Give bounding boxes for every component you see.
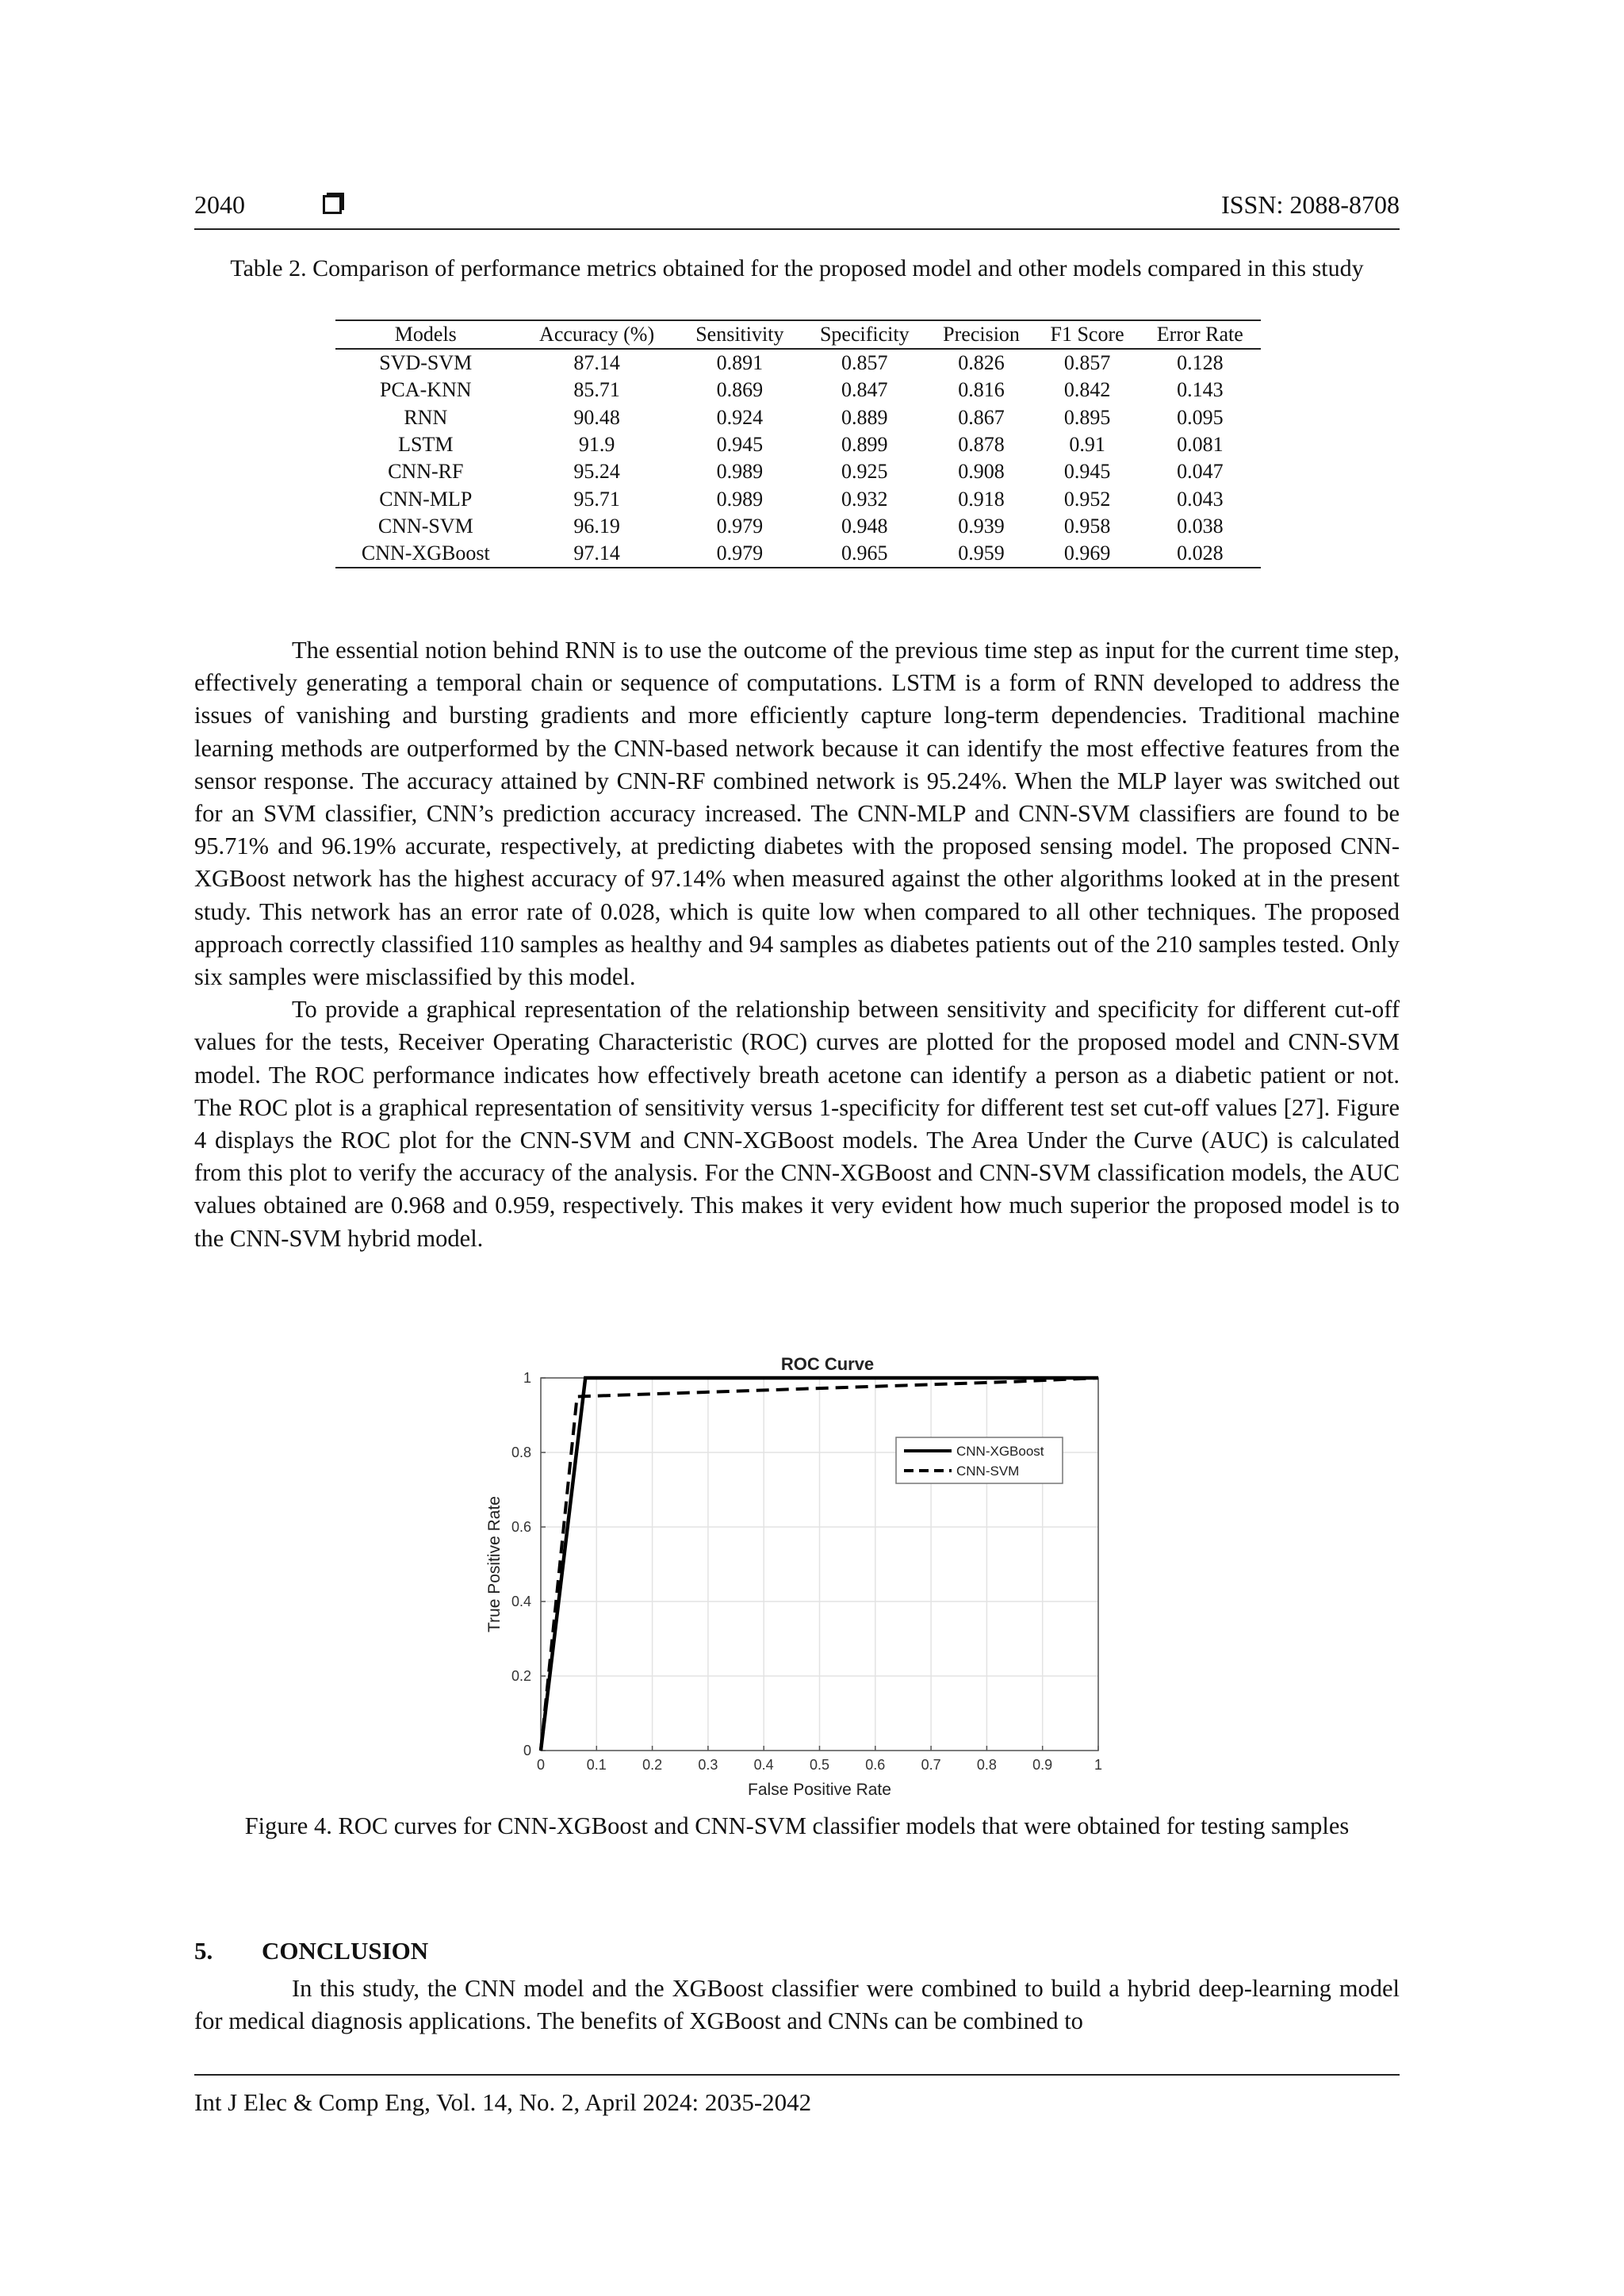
metric-cell: 0.924 bbox=[716, 405, 764, 429]
metric-cell: 0.939 bbox=[958, 514, 1005, 538]
metric-cell: 0.895 bbox=[1063, 405, 1111, 429]
metric-cell: 0.945 bbox=[716, 433, 764, 457]
metric-cell: 87.14 bbox=[573, 351, 620, 375]
table-row bbox=[335, 377, 1261, 404]
table-caption: Table 2. Comparison of performance metrics obtained for the proposed model and other models compared in this study bbox=[230, 255, 1364, 281]
metric-cell: 0.959 bbox=[928, 540, 1036, 568]
paragraph: The essential notion behind RNN is to use the outcome of the previous time step as input for the current time step, effectively generating a temporal chain or sequence of computations. LSTM is a form of RNN developed to address the issues of vanishing and bursting gradients and more efficiently capture long-term dependencies. Traditional machine learning methods are outperformed by the CNN-based network because it can identify the most effective features from the sensor response. The accuracy attained by CNN-RF combined network is 95.24%. When the MLP layer was switched out for an SVM classifier, CNN’s prediction accuracy increased. The CNN-MLP and CNN-SVM classifiers are found to be 95.71% and 96.19% accurate, respectively, at predicting diabetes with the proposed sensing model. The proposed CNN-XGBoost network has the highest accuracy of 97.14% when measured against the other algorithms looked at in the present study. This network has an error rate of 0.028, which is quite low when compared to all other techniques. The proposed approach correctly classified 110 samples as healthy and 94 samples as diabetes patients out of the 210 samples tested. Only six samples were misclassified by this model. bbox=[194, 637, 1400, 991]
metric-cell: 0.816 bbox=[958, 378, 1005, 402]
x-tick-label: 0.4 bbox=[753, 1757, 774, 1773]
column-header: Models bbox=[335, 320, 516, 349]
column-header: F1 Score bbox=[1036, 320, 1139, 349]
metric-cell: 0.945 bbox=[1063, 460, 1111, 484]
metric-cell: 0.952 bbox=[1063, 487, 1111, 511]
metric-cell: 0.047 bbox=[1177, 460, 1224, 484]
y-tick-label: 0 bbox=[523, 1743, 531, 1758]
x-tick-label: 0.3 bbox=[698, 1757, 718, 1773]
x-tick-label: 0.2 bbox=[642, 1757, 663, 1773]
metric-cell: 0.979 bbox=[716, 514, 764, 538]
metric-cell: 0.969 bbox=[1036, 540, 1139, 568]
metric-cell: 0.932 bbox=[841, 487, 888, 511]
metric-cell: 0.043 bbox=[1177, 487, 1224, 511]
page-header bbox=[194, 190, 1400, 230]
model-name-cell: LSTM bbox=[398, 433, 454, 457]
table-row bbox=[335, 513, 1261, 540]
metric-cell: 0.925 bbox=[841, 460, 888, 484]
table-row bbox=[335, 349, 1261, 377]
column-header: Accuracy (%) bbox=[516, 320, 678, 349]
metric-cell: 0.081 bbox=[1177, 433, 1224, 457]
metric-cell: 0.847 bbox=[841, 378, 888, 402]
conclusion-text bbox=[194, 1973, 1400, 2038]
chart-title: ROC Curve bbox=[780, 1354, 875, 1374]
section-number: 5. bbox=[194, 1937, 213, 1965]
metric-cell: 0.989 bbox=[716, 460, 764, 484]
section-heading bbox=[194, 1937, 428, 1965]
metric-cell: 0.842 bbox=[1063, 378, 1111, 402]
paragraph: To provide a graphical representation of the relationship between sensitivity and specificity for different cut-off values for the tests, Receiver Operating Characteristic (ROC) curves are plotted for the proposed model and CNN-SVM model. The ROC performance indicates how effectively breath acetone can identify a person as a diabetic patient or not. The ROC plot is a graphical representation of sensitivity versus 1-specificity for different test set cut-off values [27]. Figure 4 displays the ROC plot for the CNN-SVM and CNN-XGBoost models. The Area Under the Curve (AUC) is calculated from this plot to verify the accuracy of the analysis. For the CNN-XGBoost and CNN-SVM classification models, the AUC values obtained are 0.968 and 0.959, respectively. This makes it very evident how much superior the proposed model is to the CNN-SVM hybrid model. bbox=[194, 996, 1400, 1252]
metric-cell: 0.143 bbox=[1177, 378, 1224, 402]
body-text bbox=[194, 634, 1400, 1255]
table-header-row bbox=[335, 320, 1261, 349]
metric-cell: 95.24 bbox=[573, 460, 620, 484]
section-title: CONCLUSION bbox=[262, 1937, 429, 1965]
metric-cell: 0.878 bbox=[958, 433, 1005, 457]
x-tick-label: 1 bbox=[1094, 1757, 1103, 1773]
y-tick-label: 0.4 bbox=[511, 1594, 531, 1609]
x-tick-label: 0.7 bbox=[921, 1757, 941, 1773]
metric-cell: 90.48 bbox=[573, 405, 620, 429]
metric-cell: 0.958 bbox=[1063, 514, 1111, 538]
metric-cell: 97.14 bbox=[516, 540, 678, 568]
model-name-cell: CNN-XGBoost bbox=[335, 540, 516, 568]
roc-chart bbox=[476, 1348, 1110, 1800]
metric-cell: 0.038 bbox=[1177, 514, 1224, 538]
column-header: Precision bbox=[928, 320, 1036, 349]
column-header: Error Rate bbox=[1139, 320, 1261, 349]
metric-cell: 0.891 bbox=[716, 351, 764, 375]
metric-cell: 0.948 bbox=[841, 514, 888, 538]
x-tick-label: 0.8 bbox=[976, 1757, 997, 1773]
metric-cell: 0.908 bbox=[958, 460, 1005, 484]
x-tick-label: 0 bbox=[536, 1757, 546, 1773]
metric-cell: 0.857 bbox=[1063, 351, 1111, 375]
legend-label: CNN-SVM bbox=[956, 1464, 1020, 1479]
x-tick-label: 0.5 bbox=[809, 1757, 830, 1773]
y-tick-label: 1 bbox=[523, 1370, 531, 1386]
metric-cell: 0.826 bbox=[958, 351, 1005, 375]
column-header: Sensitivity bbox=[678, 320, 802, 349]
metric-cell: 0.91 bbox=[1069, 433, 1105, 457]
legend-label: CNN-XGBoost bbox=[956, 1444, 1044, 1459]
table-row bbox=[335, 458, 1261, 485]
metric-cell: 96.19 bbox=[573, 514, 620, 538]
metric-cell: 0.128 bbox=[1177, 351, 1224, 375]
model-name-cell: SVD-SVM bbox=[379, 351, 473, 375]
model-name-cell: CNN-RF bbox=[388, 460, 464, 484]
figure-caption: Figure 4. ROC curves for CNN-XGBoost and CNN-SVM classifier models that were obtained for testing samples bbox=[244, 1812, 1350, 1839]
metric-cell: 0.028 bbox=[1139, 540, 1261, 568]
y-tick-label: 0.2 bbox=[511, 1668, 531, 1684]
y-axis-label: True Positive Rate bbox=[485, 1496, 504, 1632]
metric-cell: 95.71 bbox=[573, 487, 620, 511]
y-tick-label: 0.8 bbox=[511, 1445, 531, 1460]
column-header: Specificity bbox=[802, 320, 927, 349]
metric-cell: 0.889 bbox=[841, 405, 888, 429]
metric-cell: 0.918 bbox=[958, 487, 1005, 511]
metric-cell: 0.979 bbox=[678, 540, 802, 568]
model-name-cell: CNN-MLP bbox=[379, 487, 473, 511]
table-row bbox=[335, 431, 1261, 458]
square-box-icon bbox=[323, 195, 342, 214]
y-tick-label: 0.6 bbox=[511, 1519, 531, 1535]
x-tick-label: 0.1 bbox=[586, 1757, 607, 1773]
table-row bbox=[335, 404, 1261, 431]
metric-cell: 0.965 bbox=[802, 540, 927, 568]
metrics-table bbox=[335, 320, 1261, 568]
x-tick-label: 0.9 bbox=[1032, 1757, 1053, 1773]
metric-cell: 0.857 bbox=[841, 351, 888, 375]
paragraph: In this study, the CNN model and the XGBoost classifier were combined to build a hybrid deep-learning model for medical diagnosis applications. The benefits of XGBoost and CNNs can be combined to bbox=[194, 1975, 1400, 2035]
metric-cell: 91.9 bbox=[578, 433, 615, 457]
metric-cell: 0.869 bbox=[716, 378, 764, 402]
metric-cell: 0.867 bbox=[958, 405, 1005, 429]
x-axis-label: False Positive Rate bbox=[748, 1781, 891, 1799]
model-name-cell: PCA-KNN bbox=[379, 378, 472, 402]
page-footer: Int J Elec & Comp Eng, Vol. 14, No. 2, April 2024: 2035-2042 bbox=[194, 2074, 1400, 2117]
table-row bbox=[335, 540, 1261, 568]
metric-cell: 85.71 bbox=[573, 378, 620, 402]
metric-cell: 0.899 bbox=[841, 433, 888, 457]
model-name-cell: RNN bbox=[404, 405, 448, 429]
model-name-cell: CNN-SVM bbox=[377, 514, 473, 538]
metric-cell: 0.989 bbox=[716, 487, 764, 511]
table-row bbox=[335, 485, 1261, 512]
page-number: 2040 bbox=[194, 190, 245, 219]
metric-cell: 0.095 bbox=[1177, 405, 1224, 429]
x-tick-label: 0.6 bbox=[865, 1757, 886, 1773]
issn: ISSN: 2088-8708 bbox=[1221, 190, 1400, 219]
